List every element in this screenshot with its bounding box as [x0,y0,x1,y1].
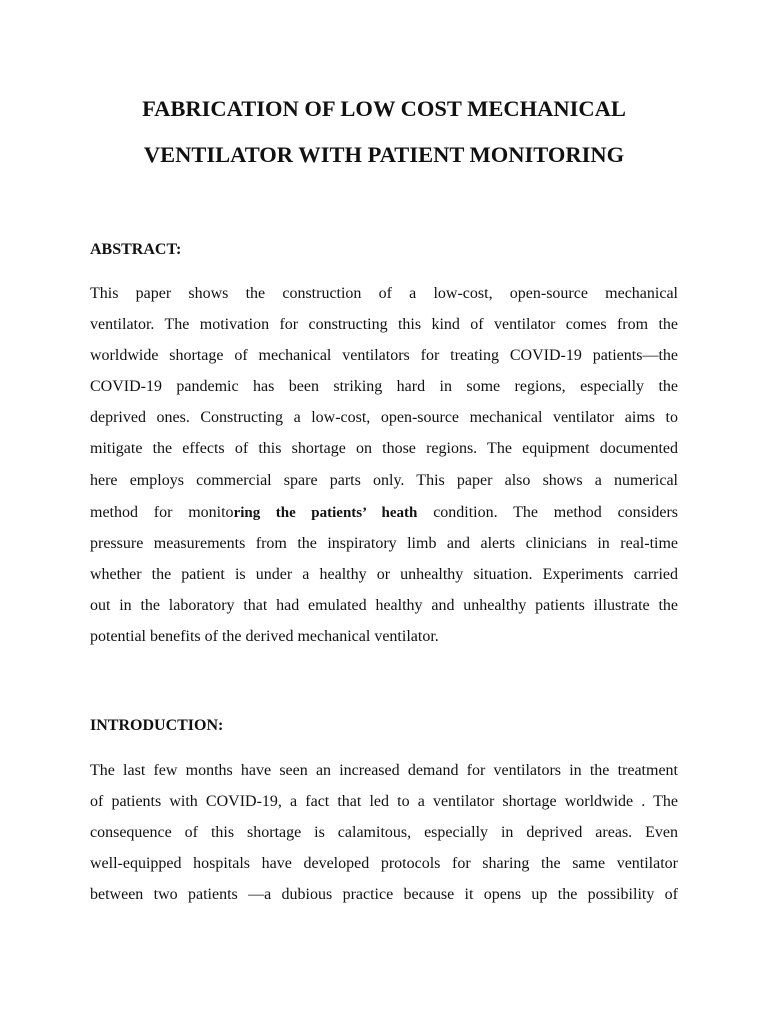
abstract-line: deprived ones. Constructing a low-cost, open-source mechanical ventilator aims to [90,409,678,426]
abstract-line: ventilator. The motivation for constructing this kind of ventilator comes from the [90,316,678,333]
abstract-line: mitigate the effects of this shortage on those regions. The equipment documented [90,440,678,457]
abstract-heading: ABSTRACT: [90,241,182,258]
abstract-line: This paper shows the construction of a low-cost, open-source mechanical [90,285,678,302]
abstract-line: pressure measurements from the inspiratory limb and alerts clinicians in real-time [90,535,678,552]
abstract-line: whether the patient is under a healthy or unhealthy situation. Experiments carried [90,566,678,583]
introduction-heading: INTRODUCTION: [90,717,224,734]
abstract-line: here employs commercial spare parts only. This paper also shows a numerical [90,472,678,489]
introduction-line: between two patients —a dubious practice because it opens up the possibility of [90,886,678,903]
abstract-line: worldwide shortage of mechanical ventilators for treating COVID-19 patients—the [90,347,678,364]
abstract-line: COVID-19 pandemic has been striking hard in some regions, especially the [90,378,678,395]
abstract-line-bold-segment: ring the patients’ heath [233,505,418,521]
document-title-line-1: FABRICATION OF LOW COST MECHANICAL [142,96,626,121]
abstract-line-segment: condition. The method considers [417,504,678,521]
introduction-line: The last few months have seen an increased demand for ventilators in the treatment [90,762,678,779]
abstract-line-mixed [90,503,678,523]
abstract-line: potential benefits of the derived mechanical ventilator. [90,628,439,645]
document-title-line-2: VENTILATOR WITH PATIENT MONITORING [143,142,625,167]
abstract-line: out in the laboratory that had emulated healthy and unhealthy patients illustrate the [90,597,678,614]
introduction-line: well-equipped hospitals have developed protocols for sharing the same ventilator [90,855,678,872]
introduction-line: of patients with COVID-19, a fact that led to a ventilator shortage worldwide . The [90,793,678,810]
introduction-line: consequence of this shortage is calamitous, especially in deprived areas. Even [90,824,678,841]
abstract-line-segment: method for monito [90,504,234,521]
